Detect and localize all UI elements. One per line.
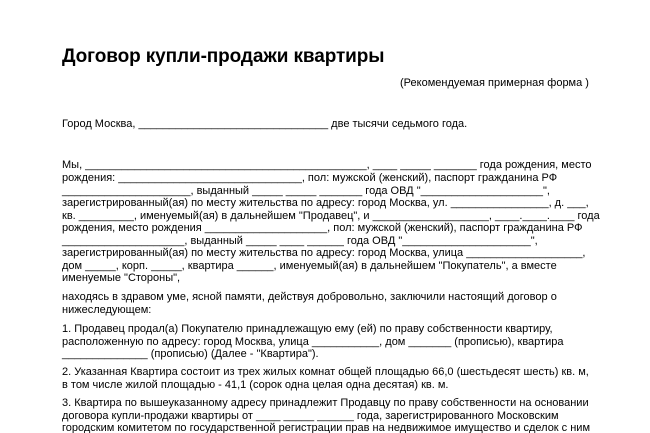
parties-line: рождения, место рождения ____________________, пол: мужской (женский), паспорт гражданина РФ bbox=[62, 222, 583, 234]
place-date-line: Город Москва, _______________________________ две тысячи седьмого года. bbox=[62, 118, 468, 130]
clause-3-line: договора купли-продажи квартиры от ____ _____ ______ года, зарегистрированного Московским bbox=[62, 410, 559, 422]
clause-1-line: 1. Продавец продал(а) Покупателю принадлежащую ему (ей) по праву собственности квартиру, bbox=[62, 323, 553, 335]
preamble-line: нижеследующем: bbox=[62, 304, 152, 316]
clause-3-line: городским комитетом по государственной регистрации прав на недвижимое имущество и сделок с ним bbox=[62, 422, 591, 433]
document-title: Договор купли-продажи квартиры bbox=[62, 46, 385, 67]
parties-line: зарегистрированный(ая) по месту жительства по адресу: город Москва, ул. ________________, д. ___, bbox=[62, 197, 589, 209]
clause-1-line: расположенную по адресу: город Москва, улица ___________, дом _______ (прописью), квартира bbox=[62, 336, 564, 348]
preamble-line: находясь в здравом уме, ясной памяти, действуя добровольно, заключили настоящий договор о bbox=[62, 291, 557, 303]
parties-line: дом _____, корп. _____, квартира ______, именуемый(ая) в дальнейшем "Покупатель", а вместе bbox=[62, 260, 557, 272]
clause-2-line: 2. Указанная Квартира состоит из трех жилых комнат общей площадью 66,0 (шестьдесят шесть) кв. м, bbox=[62, 366, 589, 378]
clause-2-line: в том числе жилой площадью - 41,1 (сорок одна целая одна десятая) кв. м. bbox=[62, 379, 449, 391]
parties-line: рождения: ______________________________, пол: мужской (женский), паспорт гражданина РФ bbox=[62, 172, 558, 184]
parties-line: ____________________, выданный _____ ____ ______ года ОВД "_____________________", bbox=[62, 235, 538, 247]
clause-3-line: 3. Квартира по вышеуказанному адресу принадлежит Продавцу по праву собственности на основании bbox=[62, 397, 589, 409]
parties-line: зарегистрированный(ая) по месту жительства по адресу: город Москва, улица ___________________, bbox=[62, 247, 586, 259]
parties-line: Мы, ______________________________________________, ____ _____ _______ года рождения, место bbox=[62, 159, 592, 171]
document-subtitle: (Рекомендуемая примерная форма ) bbox=[400, 77, 589, 89]
clause-1-line: ______________ (прописью) (Далее - "Квартира"). bbox=[62, 348, 319, 360]
parties-line: кв. _________, именуемый(ая) в дальнейшем "Продавец", и ___________________, ____.____.____ года bbox=[62, 210, 600, 222]
parties-line: _____________________, выданный _____ _____ _______ года ОВД "____________________", bbox=[62, 185, 550, 197]
parties-line: именуемые "Стороны", bbox=[62, 272, 181, 284]
